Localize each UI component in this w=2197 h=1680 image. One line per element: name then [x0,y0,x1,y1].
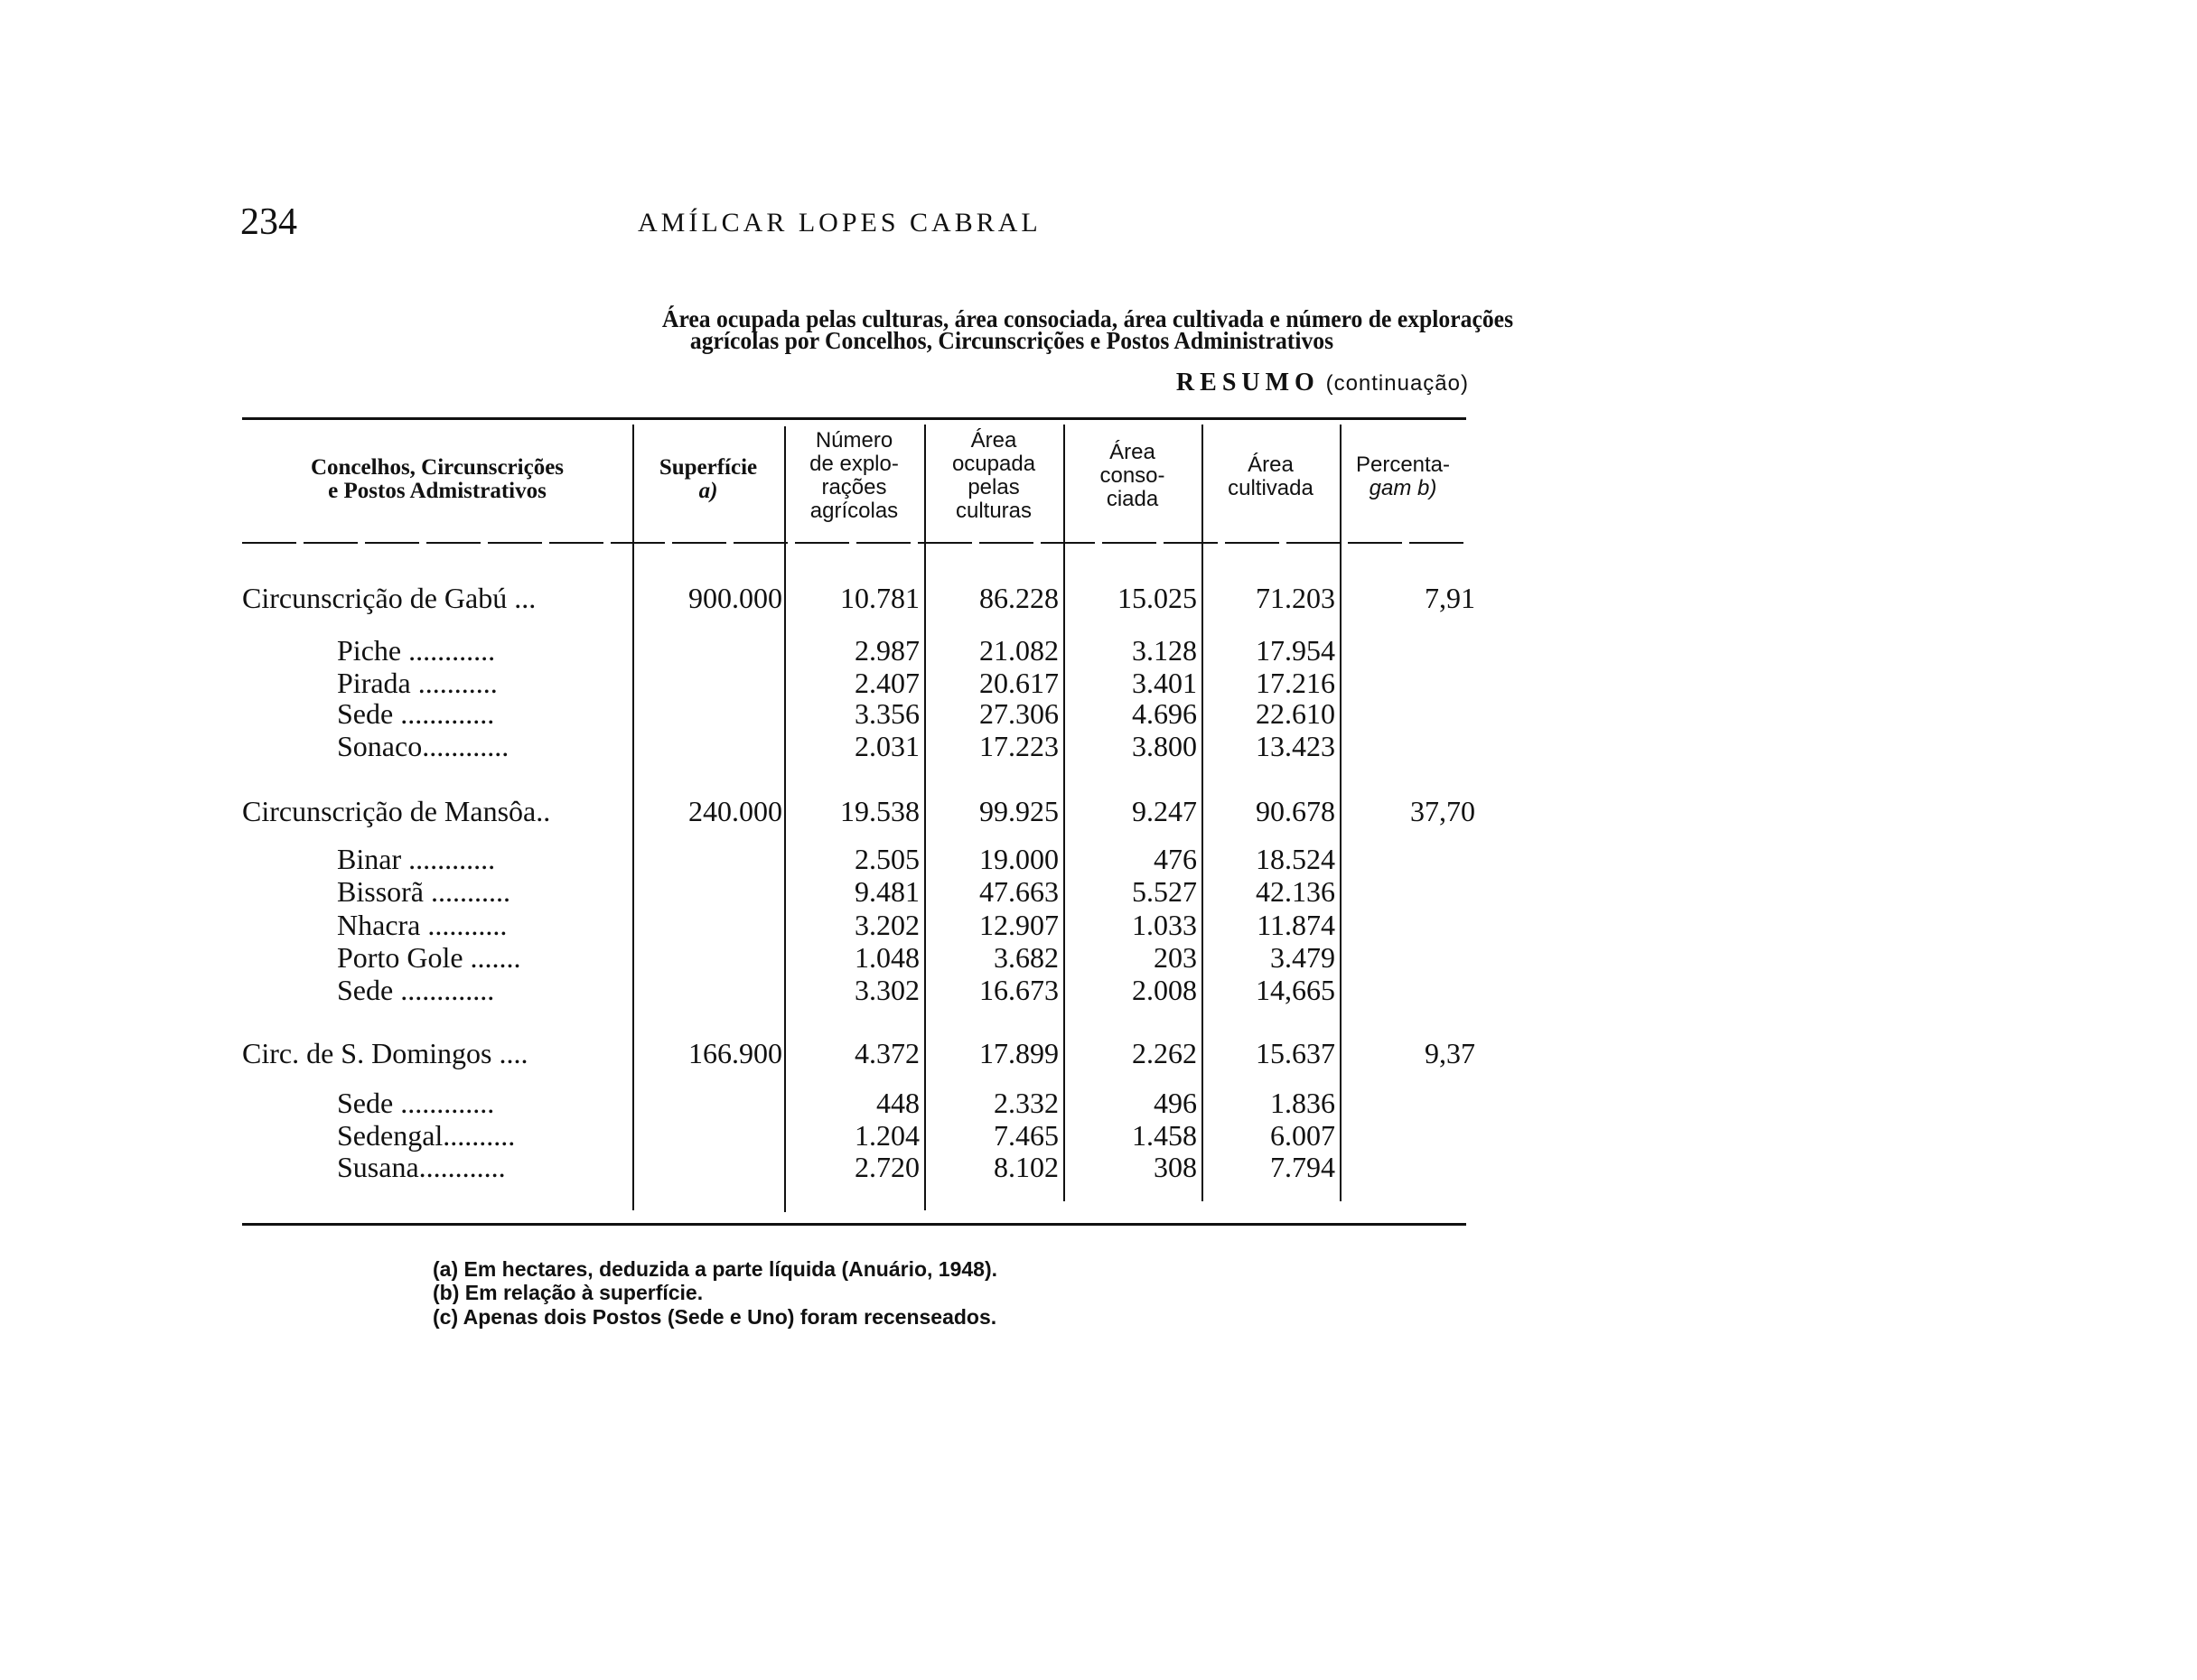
row-label: Sede ............. [337,697,495,730]
cell-value: 7.794 [1270,1151,1335,1183]
table-row-group [0,795,2197,827]
column-header-line: Área [1109,440,1155,464]
cell-value: 17.216 [1256,667,1335,699]
table-row [0,909,2197,941]
cell-value: 15.637 [1256,1037,1335,1069]
row-label: Circ. de S. Domingos .... [242,1037,528,1069]
cell-value: 4.696 [1132,697,1197,730]
column-header-line: ciada [1106,487,1159,511]
column-header-line: Superfície [659,455,758,480]
column-header-line: Área [1248,453,1294,477]
row-label: Susana............ [337,1151,506,1183]
cell-value: 2.332 [994,1087,1059,1119]
column-header-line: Número [815,428,893,453]
page-number: 234 [240,201,297,243]
cell-value: 2.262 [1132,1037,1197,1069]
cell-value: 4.372 [855,1037,920,1069]
footnote-a: (a) Em hectares, deduzida a parte líquida (Anuário, 1948). [433,1257,997,1281]
column-header-line: gam b) [1369,476,1437,500]
cell-value: 2.987 [855,634,920,667]
table-row-group [0,582,2197,614]
cell-value: 2.031 [855,730,920,762]
cell-value: 17.954 [1256,634,1335,667]
cell-value: 21.082 [979,634,1059,667]
table-title-line1: Área ocupada pelas culturas, área consociada, área cultivada e número de explorações [661,305,1514,332]
table-row [0,843,2197,875]
table-row [0,941,2197,974]
table-row [0,1119,2197,1152]
cell-value: 7,91 [1425,582,1475,614]
row-label: Porto Gole ....... [337,941,521,974]
cell-value: 10.781 [840,582,920,614]
cell-value: 476 [1154,843,1197,875]
table-bottom-rule [242,1223,1466,1226]
cell-value: 3.800 [1132,730,1197,762]
continuacao-text: (continuação) [1325,371,1469,396]
row-label: Nhacra ........... [337,909,508,941]
cell-value: 7.465 [994,1119,1059,1152]
cell-value: 8.102 [994,1151,1059,1183]
cell-value: 6.007 [1270,1119,1335,1152]
cell-value: 37,70 [1410,795,1475,827]
cell-value: 12.907 [979,909,1059,941]
column-header-line: Concelhos, Circunscrições [310,455,565,480]
resumo-text: RESUMO [1175,369,1320,397]
cell-value: 13.423 [1256,730,1335,762]
table-row [0,1151,2197,1183]
cell-value: 9.481 [855,875,920,908]
row-label: Sede ............. [337,974,495,1006]
column-header [1063,441,1201,511]
table-top-rule [242,417,1466,420]
column-header-line: de explo- [809,452,899,476]
column-header-line: conso- [1099,463,1165,488]
footnote-c: (c) Apenas dois Postos (Sede e Uno) foram recenseados. [433,1305,997,1329]
cell-value: 18.524 [1256,843,1335,875]
table-row [0,1087,2197,1119]
column-header-line: culturas [955,499,1033,523]
cell-value: 20.617 [979,667,1059,699]
column-header-line: e Postos Admistrativos [328,479,547,503]
cell-value: 9.247 [1132,795,1197,827]
row-label: Sedengal.......... [337,1119,516,1152]
cell-value: 308 [1154,1151,1197,1183]
column-header-line: ocupada [951,452,1036,476]
cell-value: 1.048 [855,941,920,974]
row-label: Piche ............ [337,634,496,667]
cell-value: 47.663 [979,875,1059,908]
column-header-line: Área [970,428,1017,453]
cell-value: 1.033 [1132,909,1197,941]
footnote-b: (b) Em relação à superfície. [433,1281,704,1304]
cell-value: 448 [876,1087,920,1119]
cell-value: 14,665 [1256,974,1335,1006]
cell-value: 19.000 [979,843,1059,875]
column-header [632,456,784,503]
cell-value: 2.505 [855,843,920,875]
table-header-rule [242,542,1466,544]
row-label: Sonaco............ [337,730,510,762]
cell-value: 3.202 [855,909,920,941]
cell-value: 1.204 [855,1119,920,1152]
running-head: AMÍLCAR LOPES CABRAL [638,208,1042,238]
cell-value: 17.899 [979,1037,1059,1069]
cell-value: 17.223 [979,730,1059,762]
cell-value: 3.128 [1132,634,1197,667]
cell-value: 27.306 [979,697,1059,730]
cell-value: 2.008 [1132,974,1197,1006]
table-row [0,697,2197,730]
cell-value: 900.000 [688,582,782,614]
cell-value: 22.610 [1256,697,1335,730]
column-header [1340,453,1466,500]
table-row [0,634,2197,667]
cell-value: 9,37 [1425,1037,1475,1069]
cell-value: 2.720 [855,1151,920,1183]
cell-value: 99.925 [979,795,1059,827]
column-header-line: agrícolas [809,499,899,523]
cell-value: 90.678 [1256,795,1335,827]
column-header [1201,453,1340,500]
cell-value: 3.479 [1270,941,1335,974]
column-header-line: cultivada [1228,476,1314,500]
cell-value: 496 [1154,1087,1197,1119]
resumo-label [1176,369,1469,397]
row-label: Pirada ........... [337,667,498,699]
column-header-line: pelas [968,475,1020,499]
table-row [0,974,2197,1006]
cell-value: 5.527 [1132,875,1197,908]
cell-value: 1.836 [1270,1087,1335,1119]
cell-value: 3.356 [855,697,920,730]
cell-value: 166.900 [688,1037,782,1069]
column-header [242,456,632,503]
cell-value: 42.136 [1256,875,1335,908]
cell-value: 16.673 [979,974,1059,1006]
column-header [784,429,924,523]
cell-value: 1.458 [1132,1119,1197,1152]
table-row [0,875,2197,908]
cell-value: 203 [1154,941,1197,974]
column-header-line: a) [698,479,718,503]
cell-value: 3.302 [855,974,920,1006]
cell-value: 15.025 [1117,582,1197,614]
column-header-line: Percenta- [1355,453,1451,477]
cell-value: 240.000 [688,795,782,827]
cell-value: 11.874 [1257,909,1335,941]
cell-value: 86.228 [979,582,1059,614]
column-header-line: rações [821,475,887,499]
table-row-group [0,1037,2197,1069]
row-label: Circunscrição de Gabú ... [242,582,537,614]
column-header [924,429,1063,523]
cell-value: 3.401 [1132,667,1197,699]
cell-value: 19.538 [840,795,920,827]
table-row [0,730,2197,762]
row-label: Bissorã ........... [337,875,510,908]
table-row [0,667,2197,699]
table-title-line2: agrícolas por Concelhos, Circunscrições e Postos Administrativos [689,327,1334,354]
row-label: Circunscrição de Mansôa.. [242,795,551,827]
cell-value: 3.682 [994,941,1059,974]
row-label: Binar ............ [337,843,496,875]
cell-value: 71.203 [1256,582,1335,614]
cell-value: 2.407 [855,667,920,699]
row-label: Sede ............. [337,1087,495,1119]
